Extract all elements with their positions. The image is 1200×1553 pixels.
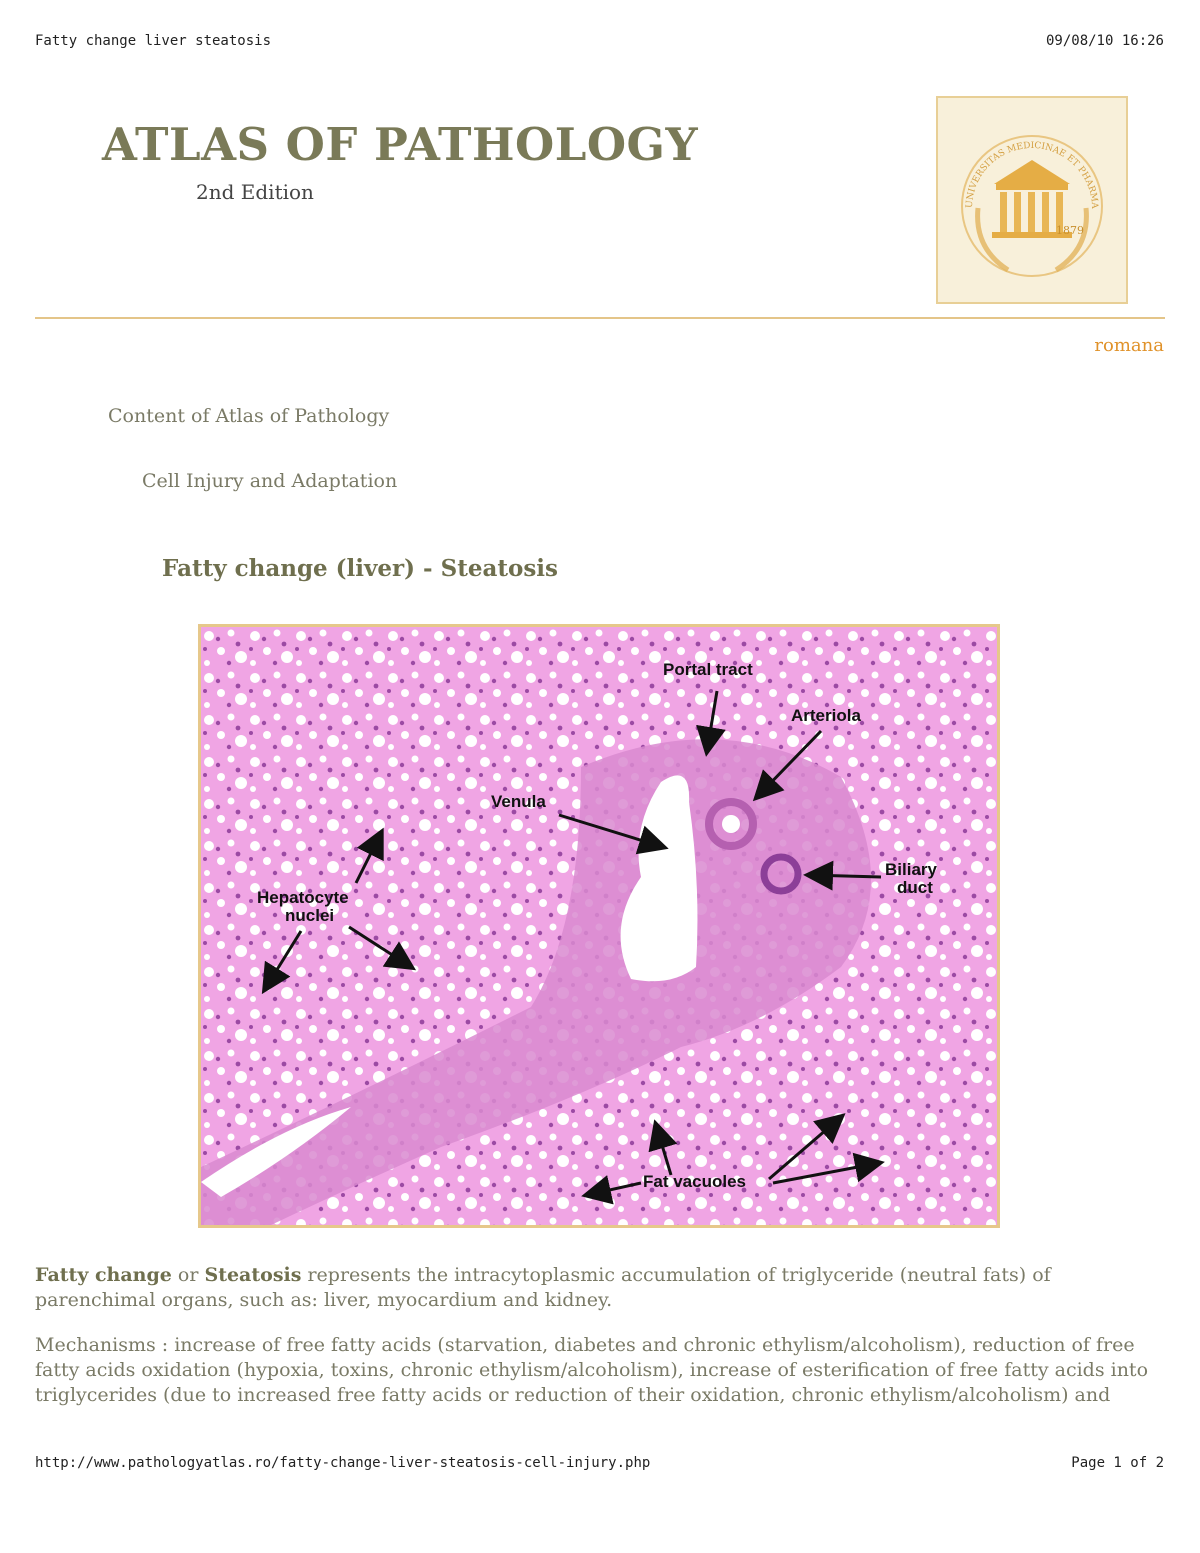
print-header-title: Fatty change liver steatosis: [35, 33, 272, 49]
breadcrumb-content-link[interactable]: Content of Atlas of Pathology: [108, 405, 390, 427]
breadcrumb-section-link[interactable]: Cell Injury and Adaptation: [142, 470, 398, 492]
term-steatosis: Steatosis: [204, 1264, 302, 1286]
label-portal-tract: Portal tract: [663, 660, 753, 679]
logo-year: 1879: [1056, 224, 1084, 237]
print-footer-url: http://www.pathologyatlas.ro/fatty-change-liver-steatosis-cell-injury.php: [35, 1455, 651, 1471]
connector-or: or: [171, 1264, 205, 1286]
logo-text: UNIVERSITAS MEDICINAE ET PHARMA: [964, 140, 1100, 209]
label-arteriola: Arteriola: [791, 706, 861, 725]
print-header-datetime: 09/08/10 16:26: [1045, 33, 1164, 49]
label-nuclei: nuclei: [285, 906, 335, 925]
label-fat-vacuoles: Fat vacuoles: [643, 1172, 746, 1191]
header-divider: [35, 317, 1165, 319]
label-biliary: Biliary: [885, 860, 937, 879]
edition-label: 2nd Edition: [196, 180, 314, 204]
definition-text: represents the intracytoplasmic accumulation of triglyceride (neutral fats) of parenchimal organs, such as: liver, myocardium and kidney.: [35, 1264, 1051, 1311]
mechanisms-paragraph: Mechanisms : increase of free fatty acids (starvation, diabetes and chronic ethylism/alcoholism), reduction of free fatty acids oxidation (hypoxia, toxins, chronic ethylism/alcoholism), increase of esterification of free fatty acids into triglycerides (due to increased free fatty acids or reduction of their oxidation, chronic ethylism/alcoholism) and: [35, 1334, 1149, 1406]
label-venula: Venula: [491, 792, 546, 811]
university-seal-icon: [938, 98, 1126, 302]
language-link-romana[interactable]: romana: [1094, 335, 1164, 356]
term-fatty-change: Fatty change: [35, 1264, 172, 1286]
print-footer-page: Page 1 of 2: [1071, 1455, 1164, 1471]
university-logo: [936, 96, 1128, 304]
label-hepatocyte: Hepatocyte: [257, 888, 349, 907]
page-title: Fatty change (liver) - Steatosis: [162, 555, 558, 582]
micrograph-image: [201, 627, 997, 1225]
definition-paragraph: [35, 1263, 1170, 1313]
site-title: ATLAS OF PATHOLOGY: [102, 118, 699, 171]
label-duct: duct: [897, 878, 933, 897]
micrograph-figure: [198, 624, 1000, 1228]
